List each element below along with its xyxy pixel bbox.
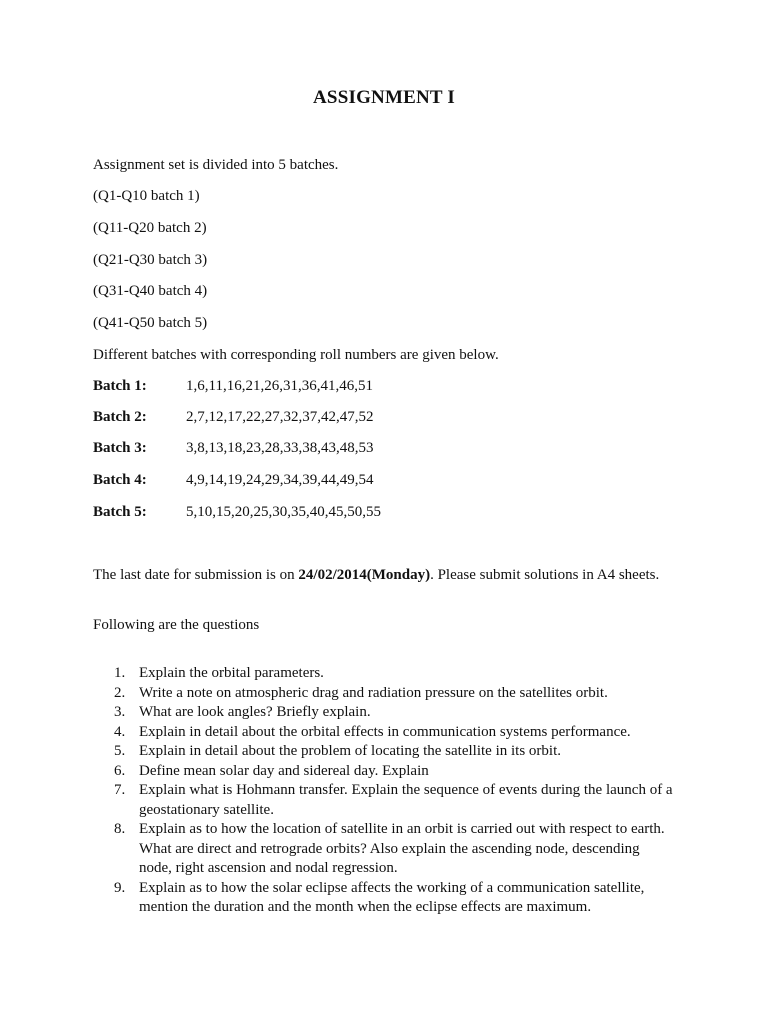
- batch-range-4: (Q31-Q40 batch 4): [93, 283, 208, 299]
- question-item: [114, 820, 674, 879]
- submission-text: [93, 565, 675, 585]
- question-text: Explain in detail about the orbital effects in communication systems performance.: [139, 723, 631, 740]
- batch-label: Batch 2:: [93, 409, 147, 425]
- question-number: 4.: [114, 723, 126, 740]
- batch-label: Batch 5:: [93, 504, 147, 520]
- batch-rolls: 3,8,13,18,23,28,33,38,43,48,53: [186, 440, 374, 456]
- question-item: [114, 781, 674, 820]
- batch-label: Batch 4:: [93, 472, 147, 488]
- question-text: Explain as to how the location of satellite in an orbit is carried out with respect to earth. What are direct and retrograde orbits? Also explain the ascending node, descending node, right ascension and nodal regression.: [139, 821, 665, 876]
- question-number: 8.: [114, 821, 126, 837]
- page-title: ASSIGNMENT I: [313, 87, 455, 108]
- batch-row: [93, 407, 675, 427]
- question-number: 2.: [114, 684, 126, 701]
- batch-range-3: (Q21-Q30 batch 3): [93, 252, 208, 268]
- batch-rolls: 4,9,14,19,24,29,34,39,44,49,54: [186, 472, 374, 488]
- question-item: [114, 703, 674, 723]
- batch-rolls: 1,6,11,16,21,26,31,36,41,46,51: [186, 378, 373, 394]
- question-item: [114, 762, 674, 782]
- question-number: 5.: [114, 743, 126, 759]
- batch-row: [93, 502, 675, 522]
- question-text: Explain as to how the solar eclipse affects the working of a communication satellite, mention the duration and the month when the eclipse effects are maximum.: [139, 879, 645, 915]
- submission-prefix: The last date for submission is on: [93, 567, 299, 583]
- batch-range-5: (Q41-Q50 batch 5): [93, 315, 208, 331]
- question-item: [114, 664, 674, 684]
- question-list: [114, 664, 674, 918]
- batch-rolls: 5,10,15,20,25,30,35,40,45,50,55: [186, 504, 381, 520]
- question-number: 3.: [114, 704, 126, 720]
- question-text: Explain the orbital parameters.: [139, 665, 324, 681]
- batch-label: Batch 1:: [93, 378, 147, 394]
- question-number: 1.: [114, 665, 126, 681]
- batch-row: [93, 470, 675, 490]
- question-number: 9.: [114, 879, 126, 896]
- batch-row: [93, 438, 675, 458]
- batch-range-1: (Q1-Q10 batch 1): [93, 188, 200, 204]
- batch-row: [93, 376, 675, 396]
- question-text: What are look angles? Briefly explain.: [139, 704, 371, 720]
- question-item: [114, 684, 674, 704]
- question-item: [114, 742, 674, 762]
- submission-suffix: . Please submit solutions in A4 sheets.: [430, 567, 660, 583]
- question-number: 6.: [114, 762, 126, 779]
- question-text: Explain in detail about the problem of locating the satellite in its orbit.: [139, 743, 561, 759]
- question-text: Write a note on atmospheric drag and radiation pressure on the satellites orbit.: [139, 684, 608, 701]
- batches-intro-text: Different batches with corresponding roll numbers are given below.: [93, 347, 499, 363]
- question-number: 7.: [114, 782, 126, 798]
- submission-date: 24/02/2014(Monday): [298, 567, 431, 583]
- batch-range-2: (Q11-Q20 batch 2): [93, 220, 207, 236]
- batch-rolls: 2,7,12,17,22,27,32,37,42,47,52: [186, 409, 374, 425]
- questions-intro-text: Following are the questions: [93, 617, 260, 633]
- question-text: Define mean solar day and sidereal day. Explain: [139, 762, 429, 779]
- intro-text: Assignment set is divided into 5 batches.: [93, 157, 339, 173]
- question-item: [114, 879, 674, 918]
- batch-label: Batch 3:: [93, 440, 147, 456]
- question-text: Explain what is Hohmann transfer. Explain the sequence of events during the launch of a geostationary satellite.: [139, 782, 673, 818]
- question-item: [114, 723, 674, 743]
